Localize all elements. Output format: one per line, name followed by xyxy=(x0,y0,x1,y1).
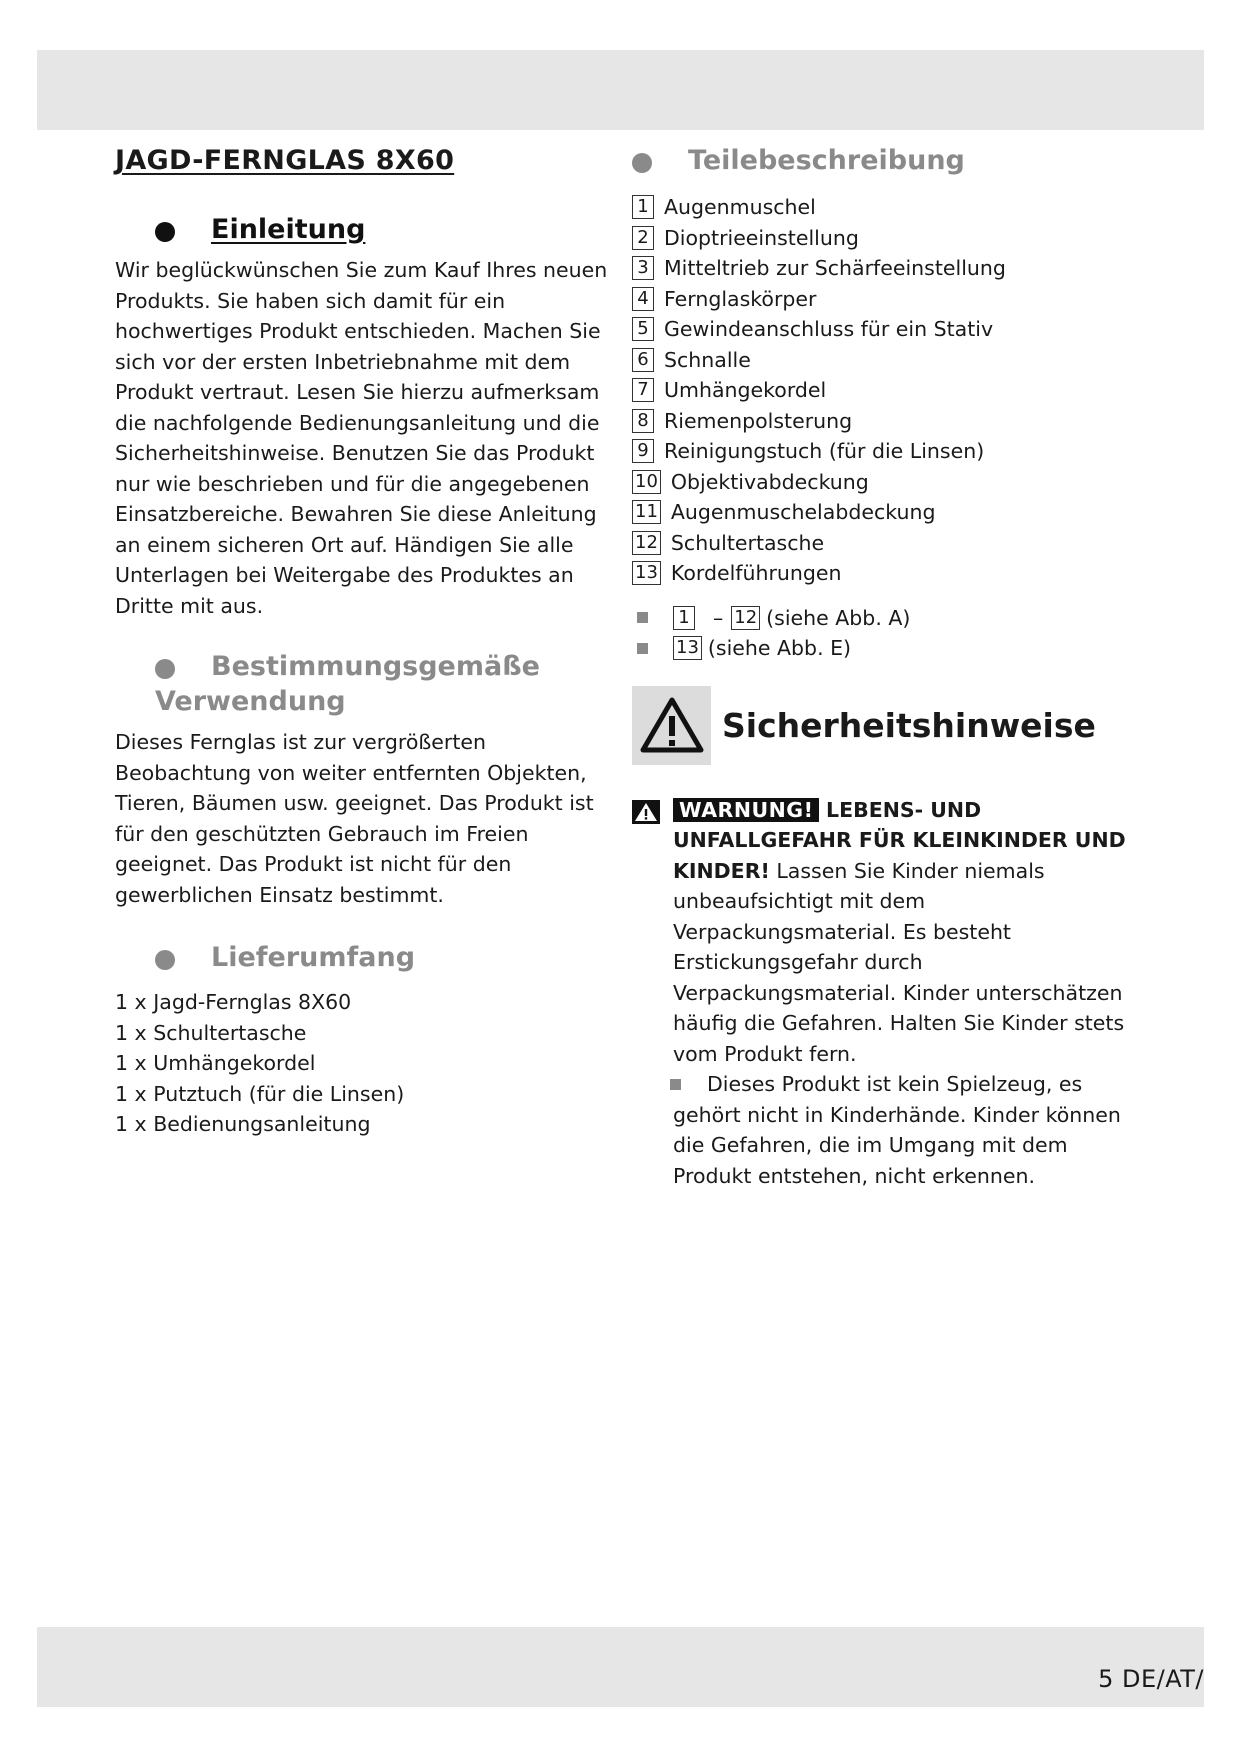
range-dash: – xyxy=(713,605,724,630)
figure-reference-list xyxy=(632,603,1152,664)
list-item xyxy=(632,375,1152,406)
part-label: Gewindeanschluss für ein Stativ xyxy=(664,317,994,342)
bullet-dot-icon xyxy=(155,950,175,970)
warning-bullet-item xyxy=(673,1069,1152,1191)
part-number-box: 4 xyxy=(632,287,654,311)
list-item xyxy=(632,284,1152,315)
bullet-dot-icon xyxy=(155,659,175,679)
safety-title: Sicherheitshinweise xyxy=(722,705,1096,745)
intro-heading-text: Einleitung xyxy=(211,214,366,245)
warning-block xyxy=(632,795,1152,1192)
part-number-box: 1 xyxy=(673,606,695,630)
list-item xyxy=(632,436,1152,467)
parts-list xyxy=(632,192,1152,589)
intended-use-heading-line1: Bestimmungsgemäße xyxy=(211,651,540,682)
warning-bullet-text: Dieses Produkt ist kein Spielzeug, es gehört nicht in Kinderhände. Kinder können die Gefahren, die im Umgang mit dem Produkt entstehen, nicht erkennen. xyxy=(673,1072,1121,1188)
part-number-box: 11 xyxy=(632,500,661,524)
list-item xyxy=(632,497,1152,528)
parts-heading-text: Teilebeschreibung xyxy=(688,145,965,176)
list-item xyxy=(632,467,1152,498)
figure-reference-text: (siehe Abb. A) xyxy=(766,605,911,630)
part-number-box: 12 xyxy=(632,531,661,555)
list-item: 1 x Jagd-Fernglas 8X60 xyxy=(115,990,352,1014)
safety-heading xyxy=(632,686,1152,765)
delivery-list xyxy=(115,987,610,1140)
figure-reference-text: (siehe Abb. E) xyxy=(707,636,852,661)
delivery-heading-text: Lieferumfang xyxy=(211,942,416,973)
list-item xyxy=(632,223,1152,254)
part-label: Fernglaskörper xyxy=(664,286,817,311)
list-item: 1 x Umhängekordel xyxy=(115,1051,316,1075)
bullet-dot-icon xyxy=(155,222,175,242)
part-number-box: 3 xyxy=(632,256,654,280)
right-column xyxy=(632,145,1152,1191)
square-bullet-icon xyxy=(637,612,648,623)
part-label: Kordelführungen xyxy=(670,561,842,586)
part-label: Schultertasche xyxy=(670,530,825,555)
part-number-box: 13 xyxy=(632,561,661,585)
warning-triangle-icon xyxy=(632,800,660,833)
list-item xyxy=(632,633,1152,664)
part-label: Reinigungstuch (für die Linsen) xyxy=(664,439,985,464)
part-number-box: 10 xyxy=(632,470,661,494)
part-number-box: 6 xyxy=(632,348,654,372)
part-label: Objektivabdeckung xyxy=(670,469,869,494)
list-item xyxy=(632,253,1152,284)
part-label: Dioptrieeinstellung xyxy=(664,225,859,250)
part-number-box: 1 xyxy=(632,195,654,219)
warning-headline: LEBENS- UND UNFALLGEFAHR FÜR KLEINKINDER UND KINDER! xyxy=(673,797,1126,883)
part-label: Riemenpolsterung xyxy=(664,408,853,433)
list-item xyxy=(632,528,1152,559)
warning-triangle-icon xyxy=(632,686,711,765)
list-item: 1 x Putztuch (für die Linsen) xyxy=(115,1081,405,1106)
bullet-dot-icon xyxy=(632,153,652,173)
left-column xyxy=(115,145,610,1140)
list-item xyxy=(632,314,1152,345)
square-bullet-icon xyxy=(670,1079,681,1090)
warning-label: WARNUNG! xyxy=(673,798,819,822)
part-number-box: 7 xyxy=(632,378,654,402)
page-number: 5 DE/AT/ xyxy=(1098,1665,1204,1693)
intro-paragraph: Wir beglückwünschen Sie zum Kauf Ihres neuen Produkts. Sie haben sich damit für ein hochwertiges Produkt entschieden. Machen Sie sich vor der ersten Inbetriebnahme mit dem Produkt vertraut. Lesen Sie hierzu aufmerksam die nachfolgende Bedienungsanleitung und die Sicherheitshinweise. Benutzen Sie das Produkt nur wie beschrieben und für die angegebenen Einsatzbereiche. Bewahren Sie diese Anleitung an einem sicheren Ort auf. Händigen Sie alle Unterlagen bei Weitergabe des Produktes an Dritte mit aus. xyxy=(115,258,608,618)
section-heading-parts xyxy=(592,145,1152,176)
list-item xyxy=(632,558,1152,589)
list-item xyxy=(632,192,1152,223)
list-item: 1 x Schultertasche xyxy=(115,1020,307,1045)
section-heading-intro xyxy=(115,214,610,245)
list-item: 1 x Bedienungsanleitung xyxy=(115,1112,371,1136)
section-heading-delivery xyxy=(115,942,610,973)
list-item xyxy=(632,345,1152,376)
part-number-box: 9 xyxy=(632,439,654,463)
warning-text: Lassen Sie Kinder niemals unbeaufsichtigt mit dem Verpackungsmaterial. Es besteht Erstickungsgefahr durch Verpackungsmaterial. Kinder unterschätzen häufig die Gefahren. Halten Sie Kinder stets vom Produkt fern. xyxy=(673,858,1125,1066)
part-number-box: 12 xyxy=(731,606,760,630)
section-heading-intended-use xyxy=(115,651,610,682)
part-number-box: 2 xyxy=(632,226,654,250)
part-number-box: 8 xyxy=(632,409,654,433)
part-label: Augenmuschel xyxy=(664,195,816,220)
part-label: Augenmuschelabdeckung xyxy=(670,500,936,525)
part-number-box: 13 xyxy=(673,636,702,660)
footer-band xyxy=(37,1627,1204,1707)
part-number-box: 5 xyxy=(632,317,654,341)
part-label: Umhängekordel xyxy=(664,378,827,403)
list-item xyxy=(632,603,1152,634)
intended-use-paragraph: Dieses Fernglas ist zur vergrößerten Beobachtung von weiter entfernten Objekten, Tieren, Bäumen usw. geeignet. Das Produkt ist für den geschützten Gebrauch im Freien geeignet. Das Produkt ist nicht für den gewerblichen Einsatz bestimmt. xyxy=(115,730,594,907)
document-title: JAGD-FERNGLAS 8X60 xyxy=(115,145,455,176)
square-bullet-icon xyxy=(637,643,648,654)
warning-paragraph xyxy=(673,795,1152,1070)
header-band xyxy=(37,50,1204,130)
list-item xyxy=(632,406,1152,437)
intended-use-heading-line2: Verwendung xyxy=(155,686,346,717)
part-label: Schnalle xyxy=(664,347,751,372)
part-label: Mitteltrieb zur Schärfeeinstellung xyxy=(664,256,1006,281)
